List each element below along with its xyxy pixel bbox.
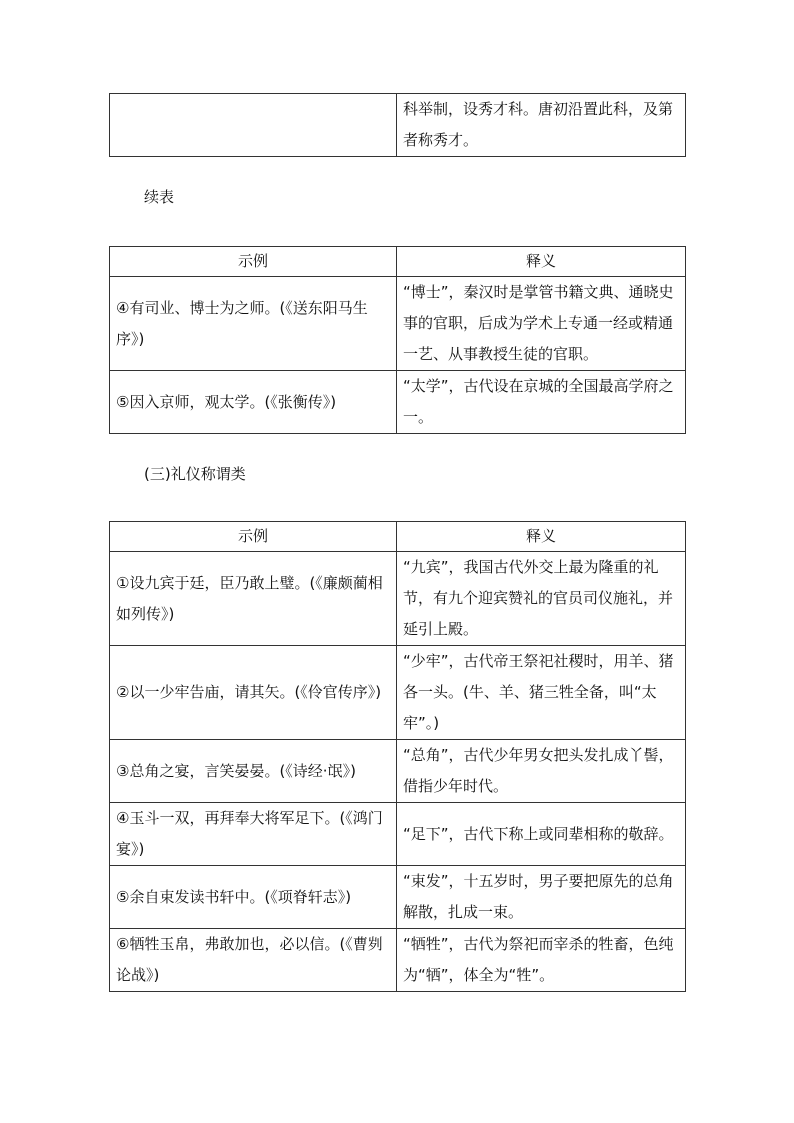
example-cell: ②以一少牢告庙，请其矢。(《伶官传序》) <box>110 646 397 740</box>
example-cell: ⑤余自束发读书轩中。(《项脊轩志》) <box>110 866 397 929</box>
example-cell: ⑥牺牲玉帛，弗敢加也，必以信。(《曹刿论战》) <box>110 929 397 992</box>
table-row <box>110 277 686 371</box>
table-header-row <box>110 522 686 552</box>
table-fragment-top <box>109 93 686 157</box>
continued-label: 续表 <box>144 188 175 206</box>
table-row <box>110 552 686 646</box>
table-row <box>110 803 686 866</box>
table-row <box>110 929 686 992</box>
table-officials <box>109 246 686 434</box>
explanation-cell: “总角”，古代少年男女把头发扎成丫髻，借指少年时代。 <box>397 740 686 803</box>
column-header-explanation: 释义 <box>397 522 686 552</box>
example-cell: ①设九宾于廷，臣乃敢上璧。(《廉颇蔺相如列传》) <box>110 552 397 646</box>
explanation-cell: “太学”，古代设在京城的全国最高学府之一。 <box>397 371 686 434</box>
table-etiquette <box>109 521 686 992</box>
example-cell-empty <box>110 94 397 157</box>
explanation-cell: 科举制，设秀才科。唐初沿置此科，及第者称秀才。 <box>397 94 686 157</box>
explanation-cell: “足下”，古代下称上或同辈相称的敬辞。 <box>397 803 686 866</box>
column-header-explanation: 释义 <box>397 247 686 277</box>
example-cell: ⑤因入京师，观太学。(《张衡传》) <box>110 371 397 434</box>
table-row <box>110 866 686 929</box>
table-row <box>110 646 686 740</box>
column-header-example: 示例 <box>110 522 397 552</box>
section-title: (三)礼仪称谓类 <box>144 465 246 483</box>
table-row <box>110 740 686 803</box>
explanation-cell: “牺牲”，古代为祭祀而宰杀的牲畜，色纯为“牺”，体全为“牲”。 <box>397 929 686 992</box>
explanation-cell: “束发”，十五岁时，男子要把原先的总角解散，扎成一束。 <box>397 866 686 929</box>
explanation-cell: “九宾”，我国古代外交上最为隆重的礼节，有九个迎宾赞礼的官员司仪施礼，并延引上殿。 <box>397 552 686 646</box>
example-cell: ④有司业、博士为之师。(《送东阳马生序》) <box>110 277 397 371</box>
explanation-cell: “博士”，秦汉时是掌管书籍文典、通晓史事的官职，后成为学术上专通一经或精通一艺、从事教授生徒的官职。 <box>397 277 686 371</box>
column-header-example: 示例 <box>110 247 397 277</box>
explanation-cell: “少牢”，古代帝王祭祀社稷时，用羊、猪各一头。(牛、羊、猪三牲全备，叫“太牢”。) <box>397 646 686 740</box>
example-cell: ③总角之宴，言笑晏晏。(《诗经·氓》) <box>110 740 397 803</box>
table-row <box>110 371 686 434</box>
example-cell: ④玉斗一双，再拜奉大将军足下。(《鸿门宴》) <box>110 803 397 866</box>
table-row <box>110 94 686 157</box>
table-header-row <box>110 247 686 277</box>
